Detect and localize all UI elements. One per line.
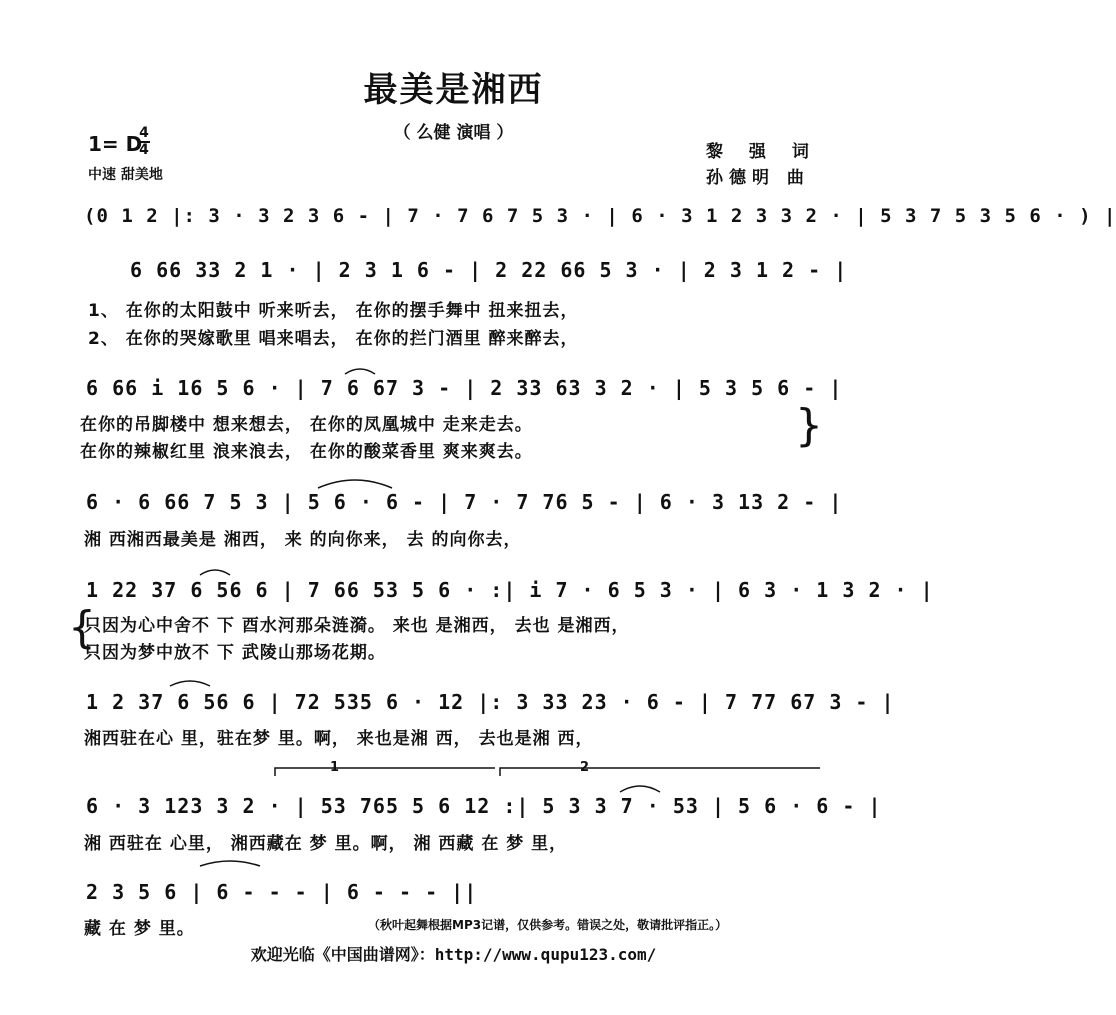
slur-row5 [170,681,210,686]
verse-brace-left: { [68,602,96,653]
score-row-4-notes: 1 22 37 6 56 6 | 7 66 53 5 6 · :| i 7 · 6 5 3 · | 6 3 · 1 3 2 · | [86,578,934,602]
score-row-0-notes: (0 1 2 |: 3 · 3 2 3 6 - | 7 · 7 6 7 5 3 · | 6 · 3 1 2 3 3 2 · | 5 3 7 5 3 5 6 · ) | [84,205,1116,227]
verse-brace-right: } [795,400,823,451]
score-row-1-lyric-1: 1、 在你的太阳鼓中 听来听去， 在你的摆手舞中 扭来扭去， [88,301,579,321]
score-row-4-lyric-1: 只因为心中舍不 下 酉水河那朵涟漪。 来也 是湘西， 去也 是湘西， [84,616,630,636]
score-row-7-notes: 2 3 5 6 | 6 - - - | 6 - - - || [86,880,478,904]
volta-2-label: 2 [580,760,590,775]
volta-1-line [275,768,495,776]
score-row-7-lyric-1: 藏 在 梦 里。 [84,919,195,939]
song-title: 最美是湘西 [363,70,544,110]
score-row-5-notes: 1 2 37 6 56 6 | 72 535 6 · 12 |: 3 33 23 · 6 - | 7 77 67 3 - | [86,690,895,714]
slur-row4 [200,570,230,575]
score-row-1-lyric-2: 2、 在你的哭嫁歌里 唱来唱去， 在你的拦门酒里 醉来醉去， [88,329,579,349]
score-row-2-lyric-1: 在你的吊脚楼中 想来想去， 在你的凤凰城中 走来走去。 [80,415,533,435]
score-row-2-lyric-2: 在你的辣椒红里 浪来浪去， 在你的酸菜香里 爽来爽去。 [80,442,533,462]
score-row-4-lyric-2: 只因为梦中放不 下 武陵山那场花期。 [84,643,386,663]
site-footer: 欢迎光临《中国曲谱网》：http://www.qupu123.com/ [250,945,657,964]
slur-row2 [345,369,375,374]
composer-credit: 孙德明 曲 [706,168,810,188]
score-row-2-notes: 6 66 i 16 5 6 · | 7 6 67 3 - | 2 33 63 3 2 · | 5 3 5 6 - | [86,376,843,400]
time-top: 4 [139,125,149,141]
transcription-note: （秋叶起舞根据MP3记谱，仅供参考。错误之处，敬请批评指正。） [368,918,728,932]
score-row-5-lyric-1: 湘西驻在心 里，驻在梦 里。啊， 来也是湘 西， 去也是湘 西， [84,729,594,749]
time-bottom: 4 [139,142,149,158]
score-row-3-notes: 6 · 6 66 7 5 3 | 5 6 · 6 - | 7 · 7 76 5 - | 6 · 3 13 2 - | [86,490,843,514]
slur-row7 [200,861,260,866]
slur-row6a [620,786,660,792]
key-signature: 1= D [88,132,143,156]
lyricist-credit: 黎 强 词 [706,142,819,162]
score-row-1-notes: 6 66 33 2 1 · | 2 3 1 6 - | 2 22 66 5 3 · | 2 3 1 2 - | [130,258,848,282]
slur-row3 [318,480,392,488]
score-row-6-notes: 6 · 3 123 3 2 · | 53 765 5 6 12 :| 5 3 3 7 · 53 | 5 6 · 6 - | [86,794,882,818]
volta-2-line [500,768,820,776]
score-row-3-lyric-1: 湘 西湘西最美是 湘西， 来 的向你来， 去 的向你去， [84,530,522,550]
tempo-marking: 中速 甜美地 [88,167,163,183]
score-row-6-lyric-1: 湘 西驻在 心里， 湘西藏在 梦 里。啊， 湘 西藏 在 梦 里， [84,834,568,854]
volta-1-label: 1 [330,760,340,775]
singer-credit: （ 么健 演唱 ） [393,123,514,143]
